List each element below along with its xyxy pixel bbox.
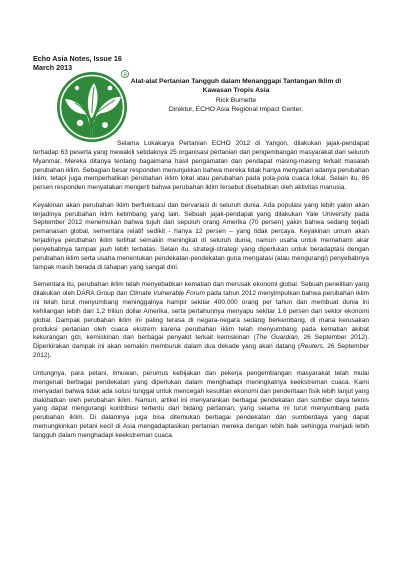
- paragraph: [33, 140, 369, 193]
- text-run: pada tahun 2012 menyimpulkan bahwa perubahan iklim ini telah turut menyumbang meninggalnya hampir sekitar 400.000 orang per tahun dan membuat dunia ini kehilangan lebih dari 1,2 triliun dollar Amerika, serta pertahunnya menyapu sekitar 1,6 persen dari sektor ekonomi global. Dampak perubahan iklim ini paling terasa di negara-negara sedang berkembang, di mana kerusakan produksi pertanian oleh cuaca ekstrem karena perubahan iklim telah menyumbang pada kematian akibat kekurangan gizi, kemiskinan dan berbagai penyakit terkait kemiskinan (: [33, 290, 369, 342]
- paragraph: [33, 281, 369, 361]
- italic-citation: The Guardian: [255, 334, 298, 342]
- issue-date: March 2013: [33, 63, 73, 72]
- italic-citation: Climate Vulnerable Forum: [129, 290, 205, 298]
- article-title-line-1: Alat-alat Pertanian Tangguh dalam Menanggapi Tantangan Iklim di: [130, 78, 342, 85]
- series-title: Echo Asia Notes, Issue 16: [33, 54, 122, 63]
- article-title-line-2: Kawasan Tropis Asia: [202, 87, 270, 95]
- paragraph: [33, 202, 369, 273]
- text-run: Keyakinan akan perubahan iklim berfluktuasi dan bervariasi di seluruh dunia. Ada populasi yang lebih yakin akan terjadinya perubahan iklim ketimbang yang lain. Sebuah jajak-pendapat yang dilakukan Yale University pada September 2012 menemukan bahwa tujuh dari sepuluh orang Amerika (70 persen) yakin bahwa sedang terjadi pemanasan global, sementara relatif sedikit - hanya 12 persen – yang tidak percaya. Keyakinan umum akan terjadinya perubahan iklim terlihat semakin meningkat di seluruh dunia, namun usaha untuk memahami akar penyebabnya tampak jauh lebih terbatas. Selain itu, strategi-strategi yang diperlukan untuk beradaptasi dengan perubahan iklim serta usaha menentukan pendekatan-pendekatan guna mengatasi (atau mengurangi) penyebabnya tampak masih berada di tahapan yang sangat dini.: [33, 201, 369, 271]
- text-run: Untungnya, para petani, ilmuwan, perumus kebijakan dan pekerja pengembangan masyarakat telah mulai mengenali berbagai pendekatan yang diperlukan dalam menghadapi meningkatnya keekstreman cuaca. Kami menyadari bahwa tidak ada solusi tunggal untuk mencegah kesulitan ekonomi dan penderitaan fisik lebih lanjut yang diakibatkan oleh perubahan iklim. Namun, artikel ini menyarankan berbagai pendekatan dan sumber daya teknis yang dapat mengurangi kontribusi tertentu dari bidang pertanian, yang selama ini turut menyumbang pada perubahan iklim. Di dalamnya juga bisa ditemukan berbagai pendekatan dan sumberdaya yang dapat memungkinkan petani kecil di Asia mengadaptasikan pertanian mereka dengan lebih baik sehingga menjadi lebih tangguh dalam menghadapi keekstreman cuaca.: [33, 370, 369, 439]
- text-run: , 26 September 2012).: [33, 343, 369, 360]
- article-body: [33, 140, 369, 449]
- author-role: Direktur, ECHO Asia Regional Impact Center.: [168, 105, 304, 113]
- italic-citation: Reuters: [300, 343, 323, 351]
- text-run: Sementara itu, perubahan iklim telah menyebabkan kematian dan merusak ekonomi global. Sebuah penelitian yang dilakukan oleh DARA Group dan: [33, 281, 369, 298]
- paragraph: [33, 370, 369, 441]
- text-run: Selama Lokakarya Pertanian ECHO 2012 di Yangon, dilakukan jajak-pendapat terhadap 63 peserta yang mewakili setidaknya 25 organisasi pertanian dan pengembangan masyarakat dari seluruh Myanmar. Mereka ditanya tentang bagaimana hasil pengamatan dan pendapat masing-masing terkait masalah perubahan iklim. Sebagian besar responden menunjukkan bahwa mereka tidak hanya menyadari adanya perubahan iklim, tetapi juga memperhatikan perubahan iklim lokal atau perubahan pada pola-pola cuaca lokal. Selain itu, 86 persen responden menyatakan mengerti bahwa perubahan iklim tersebut disebabkan oleh aktivitas manusia.: [33, 140, 369, 192]
- author-name: Rick Burnette: [215, 96, 257, 104]
- text-run: , 26 September 2012). Diperkirakan dampak ini akan semakin memburuk dalam dua dekade yang akan datang (: [33, 334, 369, 351]
- svg-text:R: R: [123, 72, 128, 79]
- article-title-block: [116, 77, 356, 114]
